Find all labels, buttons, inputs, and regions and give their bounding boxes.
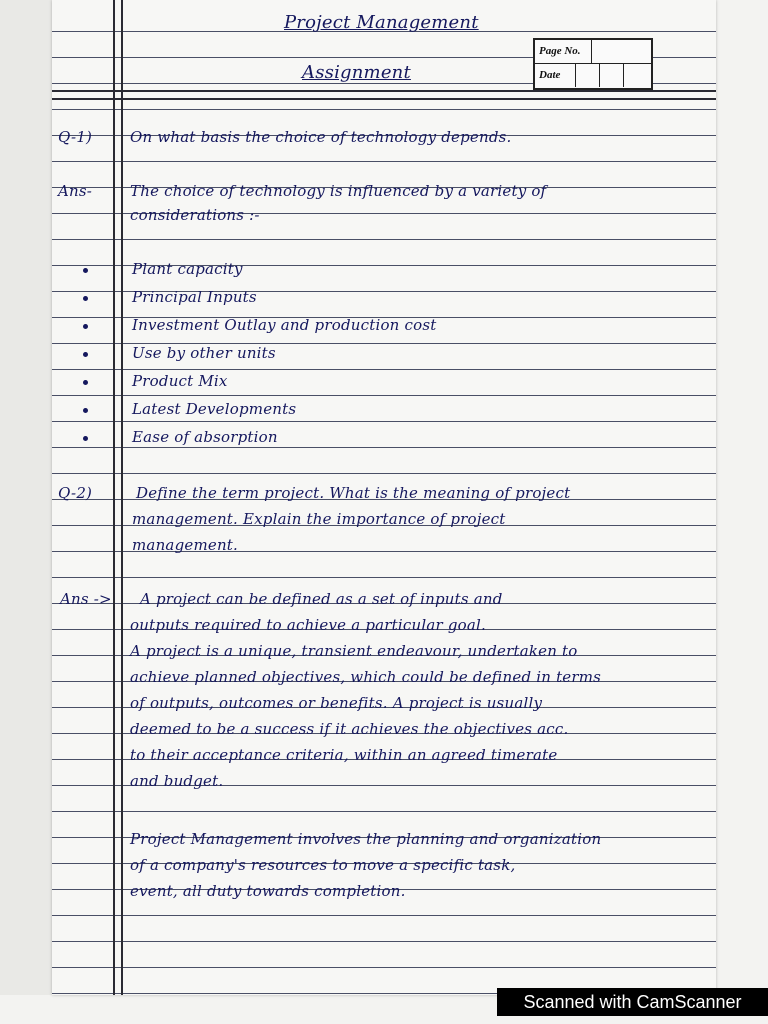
page-title: Project Management [284,12,479,33]
answer-1-intro: The choice of technology is influenced by a variety of [130,182,547,200]
bullet-icon [83,296,88,301]
page-no-cell [591,40,592,63]
bullet-icon [83,380,88,385]
list-item: Latest Developments [132,400,297,418]
answer-2-line: event, all duty towards completion. [130,882,406,900]
answer-2-line: deemed to be a success if it achieves the objectives acc. [130,720,569,738]
page-number-box [533,38,653,90]
list-item: Use by other units [132,344,276,362]
margin-line-inner [121,0,123,995]
answer-1-label: Ans- [58,182,93,200]
date-cell-month [599,64,600,87]
question-2-line-2: management. Explain the importance of project [132,510,506,528]
answer-2-line: to their acceptance criteria, within an agreed timerate [130,746,558,764]
question-2-label: Q-2) [58,484,93,502]
page-no-row [535,40,651,64]
bullet-icon [83,408,88,413]
answer-2-line: Project Management involves the planning and organization [130,830,602,848]
bullet-icon [83,268,88,273]
answer-2-line: A project is a unique, transient endeavour, undertaken to [130,642,578,660]
answer-1-intro-cont: considerations :- [130,206,260,224]
date-cell-year [623,64,624,87]
bullet-icon [83,324,88,329]
scanner-stamp: Scanned with CamScanner [497,988,768,1016]
list-item: Investment Outlay and production cost [132,316,437,334]
date-label: Date [539,69,561,81]
page-subtitle: Assignment [302,62,411,83]
list-item: Product Mix [132,372,228,390]
page-no-label: Page No. [539,45,581,57]
question-2-line-1: Define the term project. What is the meaning of project [136,484,571,502]
list-item: Plant capacity [132,260,243,278]
question-1-label: Q-1) [58,128,93,146]
bullet-icon [83,352,88,357]
date-cell-day [575,64,576,87]
answer-2-line: achieve planned objectives, which could be defined in terms [130,668,602,686]
page-edge [0,0,52,995]
header-rule-top [52,90,716,92]
header-rule-bottom [52,98,716,100]
answer-2-line: outputs required to achieve a particular goal. [130,616,486,634]
answer-2-line: of outputs, outcomes or benefits. A project is usually [130,694,543,712]
answer-2-label: Ans -> [60,590,112,608]
answer-2-line: and budget. [130,772,224,790]
date-row [535,64,651,87]
bullet-icon [83,436,88,441]
question-1-text: On what basis the choice of technology depends. [130,128,512,146]
list-item: Ease of absorption [132,428,278,446]
list-item: Principal Inputs [132,288,257,306]
answer-2-line: A project can be defined as a set of inputs and [140,590,503,608]
question-2-line-3: management. [132,536,239,554]
margin-line-outer [113,0,115,995]
answer-2-line: of a company's resources to move a specific task, [130,856,516,874]
